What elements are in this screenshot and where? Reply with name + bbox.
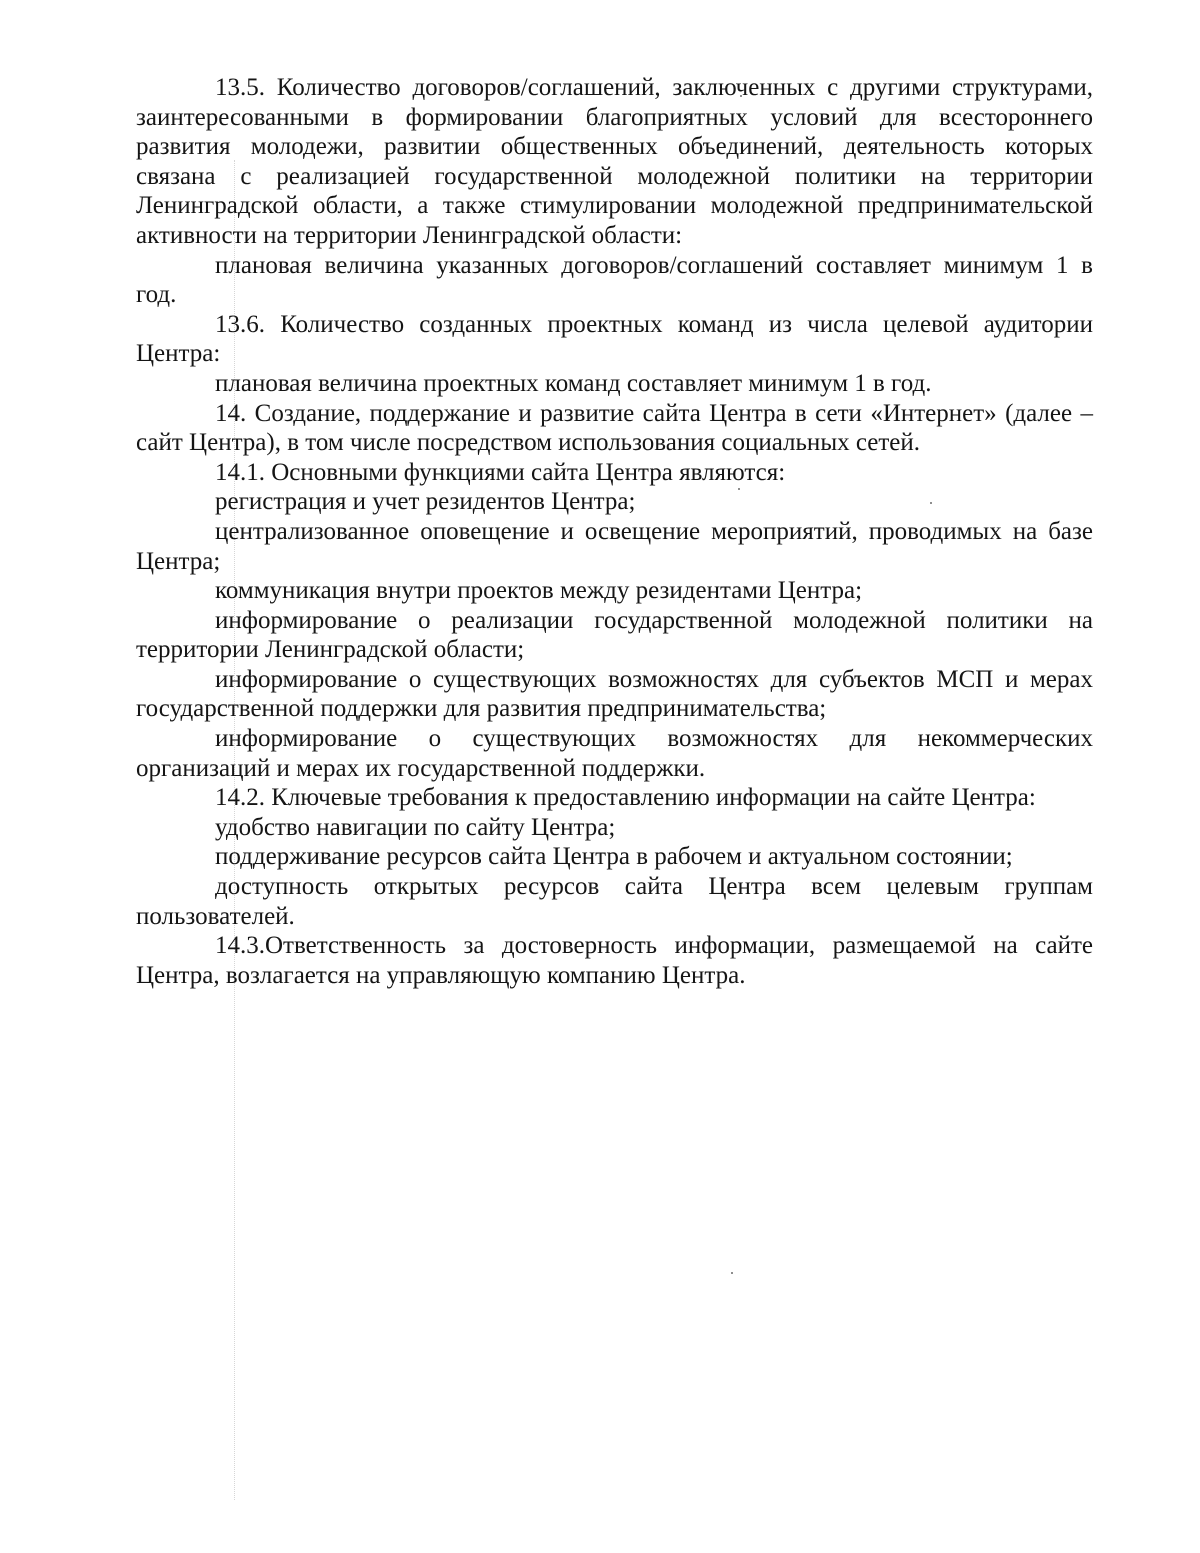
paragraph-13-5: 13.5. Количество договоров/соглашений, заключенных с другими структурами, заинтересованными в формировании благоприятных условий для всестороннего развития молодежи, развитии общественных объединений, деятельность которых связана с реализацией государственной молодежной политики на территории Ленинградской области, а также стимулировании молодежной предпринимательской активности на территории Ленинградской области: bbox=[136, 74, 1093, 249]
paragraph-13-5-target: плановая величина указанных договоров/соглашений составляет минимум 1 в год. bbox=[136, 251, 1093, 309]
list-item: регистрация и учет резидентов Центра; bbox=[215, 488, 636, 516]
document-body bbox=[136, 73, 1093, 990]
paragraph-14-3: 14.3.Ответственность за достоверность информации, размещаемой на сайте Центра, возлагается на управляющую компанию Центра. bbox=[136, 932, 1093, 989]
paragraph-14-2: 14.2. Ключевые требования к предоставлению информации на сайте Центра: bbox=[215, 784, 1036, 812]
list-item: доступность открытых ресурсов сайта Центра всем целевым группам пользователей. bbox=[136, 873, 1093, 930]
paragraph-14: 14. Создание, поддержание и развитие сайта Центра в сети «Интернет» (далее – сайт Центра), в том числе посредством использования социальных сетей. bbox=[136, 399, 1093, 457]
paragraph-13-6-target: плановая величина проектных команд составляет минимум 1 в год. bbox=[215, 369, 932, 397]
list-item: поддерживание ресурсов сайта Центра в рабочем и актуальном состоянии; bbox=[215, 843, 1013, 871]
paragraph-14-1: 14.1. Основными функциями сайта Центра являются: bbox=[215, 458, 786, 486]
list-item: информирование о существующих возможностях для субъектов МСП и мерах государственной поддержки для развития предпринимательства; bbox=[136, 665, 1093, 723]
list-item: информирование о существующих возможностях для некоммерческих организаций и мерах их государственной поддержки. bbox=[136, 725, 1093, 782]
list-item: централизованное оповещение и освещение мероприятий, проводимых на базе Центра; bbox=[136, 517, 1093, 575]
list-item: коммуникация внутри проектов между резидентами Центра; bbox=[215, 577, 863, 605]
list-item: информирование о реализации государственной молодежной политики на территории Ленинградской области; bbox=[136, 606, 1093, 664]
paragraph-13-6: 13.6. Количество созданных проектных команд из числа целевой аудитории Центра: bbox=[136, 310, 1093, 368]
list-item: удобство навигации по сайту Центра; bbox=[215, 813, 616, 841]
scan-speck bbox=[731, 1272, 733, 1274]
